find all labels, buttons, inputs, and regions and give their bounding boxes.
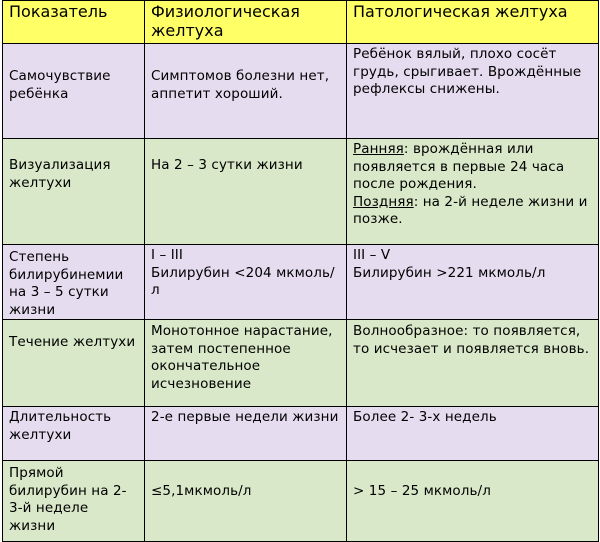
cell-physiological-visualization: На 2 – 3 сутки жизни [145, 139, 347, 245]
cell-indicator-direct-bilirubin: Прямой билирубин на 2- 3-й неделе жизни [3, 461, 145, 542]
table-row [3, 320, 599, 407]
pathological-bilirubin: Билирубин >221 мкмоль/л [353, 264, 546, 281]
physiological-grade: I – III [151, 247, 183, 263]
physiological-bilirubin: Билирубин <204 мкмоль/л [151, 264, 335, 298]
header-physiological: Физиологическая желтуха [145, 1, 347, 44]
table-row [3, 461, 599, 542]
early-jaundice-text [353, 141, 592, 194]
header-pathological: Патологическая желтуха [347, 1, 599, 44]
cell-physiological-course: Монотонное нарастание, затем постепенное окончательное исчезновение [145, 320, 347, 407]
cell-pathological-direct-bilirubin: > 15 – 25 мкмоль/л [347, 461, 599, 542]
cell-indicator-course: Течение желтухи [3, 320, 145, 407]
cell-pathological-visualization [347, 139, 599, 245]
late-description: : на 2-й неделе жизни и позже. [353, 193, 588, 227]
cell-pathological-duration: Более 2- 3-х недель [347, 407, 599, 461]
cell-pathological-course: Волнообразное: то появляется, то исчезает и появляется вновь. [347, 320, 599, 407]
pathological-grade: III – V [353, 247, 391, 263]
early-label: Ранняя [353, 141, 404, 157]
cell-physiological-duration: 2-е первые недели жизни [145, 407, 347, 461]
cell-indicator-wellbeing: Самочувствие ребёнка [3, 44, 145, 139]
table-row [3, 139, 599, 245]
table-row [3, 407, 599, 461]
cell-physiological-wellbeing: Симптомов болезни нет, аппетит хороший. [145, 44, 347, 139]
cell-indicator-degree: Степень билирубинемии на 3 – 5 сутки жизни [3, 245, 145, 320]
cell-indicator-duration: Длительность желтухи [3, 407, 145, 461]
cell-pathological-wellbeing: Ребёнок вялый, плохо сосёт грудь, срыгивает. Врождённые рефлексы снижены. [347, 44, 599, 139]
cell-indicator-visualization: Визуализация желтухи [3, 139, 145, 245]
cell-physiological-direct-bilirubin: ≤5,1мкмоль/л [145, 461, 347, 542]
table-row [3, 245, 599, 320]
late-label: Поздняя [353, 193, 414, 210]
cell-physiological-degree [145, 245, 347, 320]
header-row [3, 1, 599, 44]
cell-pathological-degree [347, 245, 599, 320]
header-indicator: Показатель [3, 1, 145, 44]
late-jaundice-text [353, 194, 592, 229]
early-description: : врождённая или появляется в первые 24 часа после рождения. [353, 141, 565, 192]
table-row [3, 44, 599, 139]
jaundice-comparison-table [2, 0, 599, 542]
